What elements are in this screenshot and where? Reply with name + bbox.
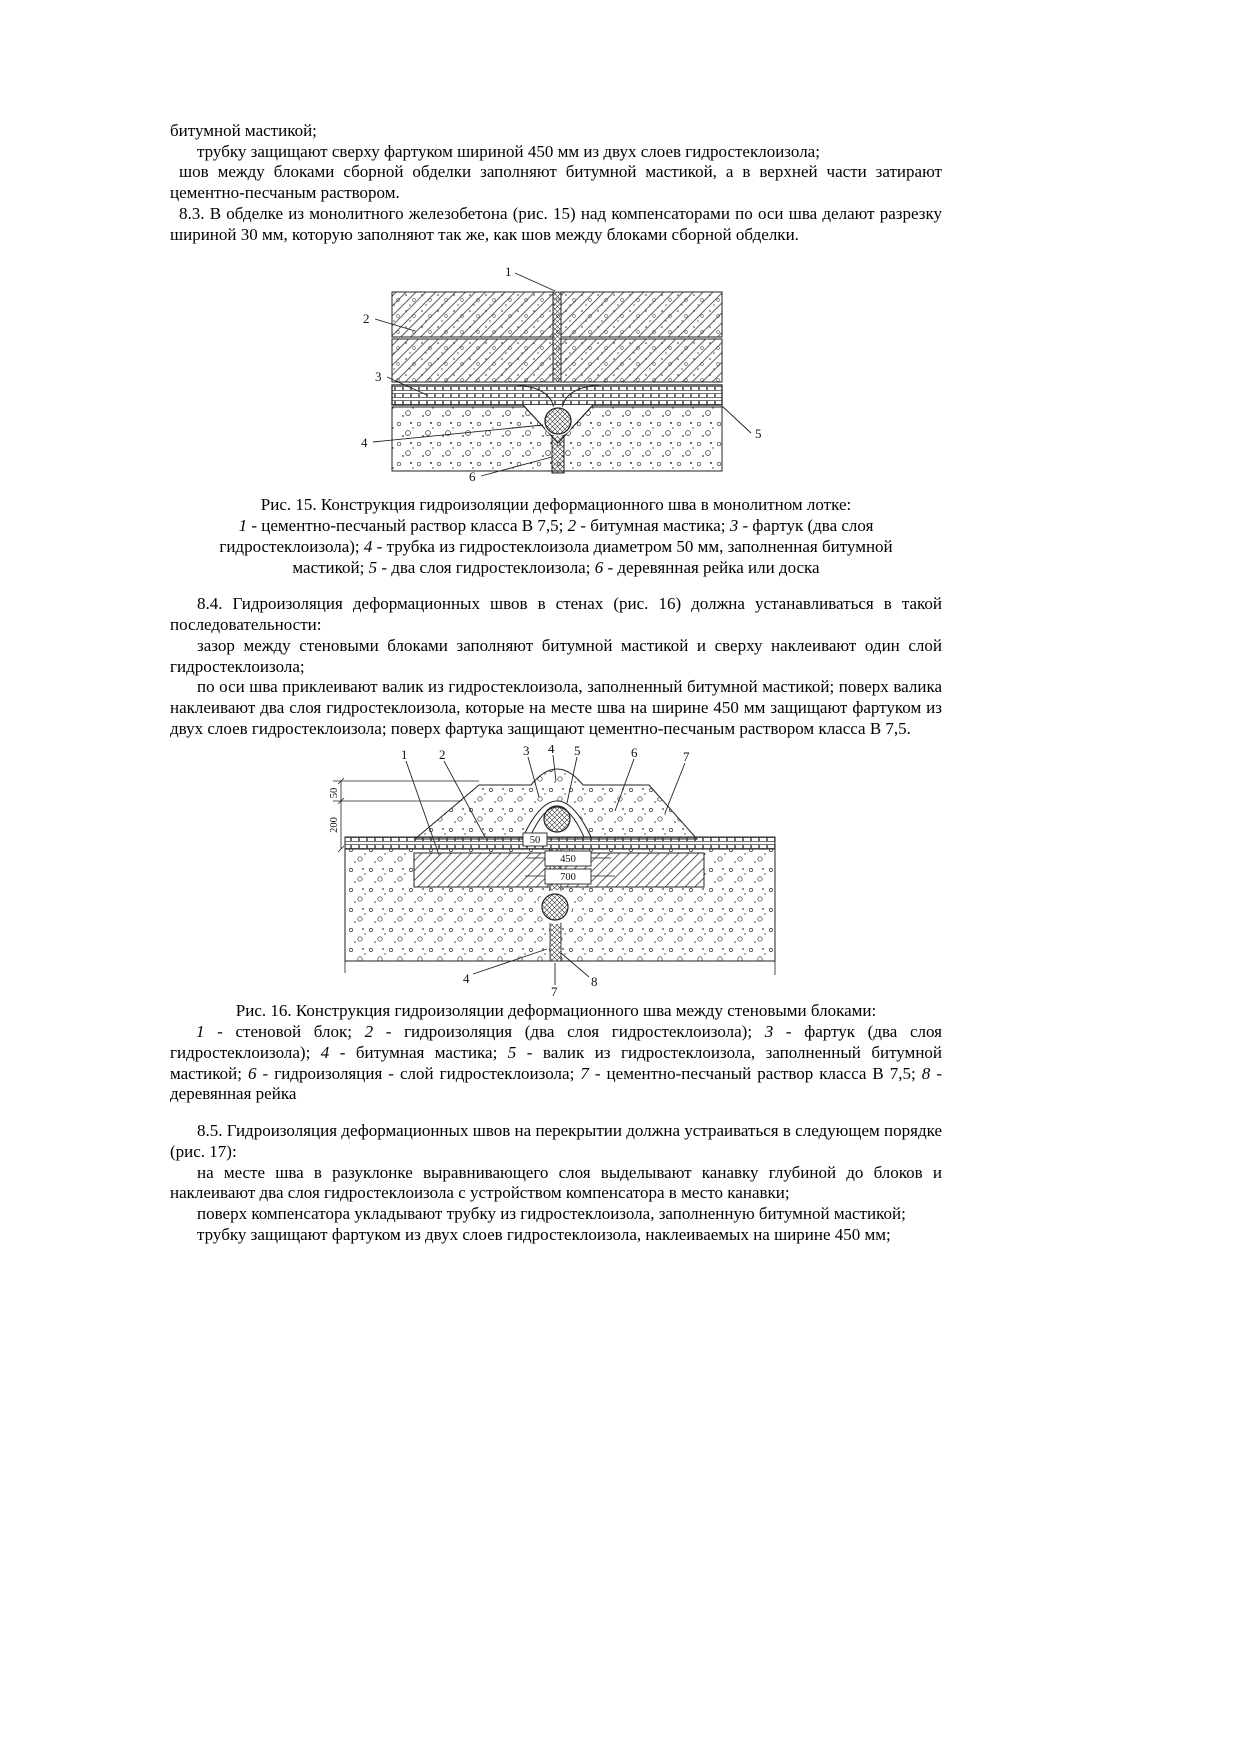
paragraph-tube-protect: трубку защищают фартуком из двух слоев гидростеклоизола, наклеиваемых на ширине 450 мм; [197, 1224, 891, 1244]
paragraph-8-5: 8.5. Гидроизоляция деформационных швов на перекрытии должна устраиваться в следующем порядке (рис. 17): [170, 1121, 942, 1161]
paragraph-continuation: битумной мастикой; [170, 121, 317, 140]
figure-15-drawing [355, 259, 785, 491]
figure-16-caption [170, 1001, 942, 1105]
fig16-roller-top [544, 806, 570, 832]
fig16-label-4-bottom: 4 [463, 971, 470, 987]
fig16-label-6: 6 [631, 745, 638, 761]
figure-16-caption-body: 1 - стеновой блок; 2 - гидроизоляция (два слоя гидростеклоизола); 3 - фартук (два слоя гидростеклоизола); 4 - битумная мастика; 5 - валик из гидростеклоизола, заполненный битумной мастикой; 6 - гидроизоляция - слой гидростеклоизола; 7 - цементно-песчаный раствор класса В 7,5; 8 - деревянная рейка [170, 1022, 943, 1104]
figure-16 [182, 745, 942, 997]
paragraph-seam-fill: шов между блоками сборной обделки заполняют битумной мастикой, а в верхней части затирают цементно-песчаным раствором. [170, 162, 942, 203]
fig15-label-3: 3 [375, 369, 382, 385]
fig16-dim-450-box: 450 [560, 854, 576, 866]
fig16-label-3: 3 [523, 745, 530, 759]
fig15-bitumen-tube [543, 406, 573, 436]
fig16-roller-bottom [538, 890, 572, 924]
fig15-label-6: 6 [469, 469, 476, 485]
figure-15 [198, 259, 942, 491]
fig16-dim-50-box: 50 [529, 835, 541, 847]
paragraph-roller: по оси шва приклеивают валик из гидростеклоизола, заполненный битумной мастикой; поверх валика наклеивают два слоя гидростеклоизола, которые на месте шва на ширине 450 мм защищают фартуком из двух слоев гидростеклоизола; поверх фартука защищают цементно-песчаным раствором класса В 7,5. [170, 677, 942, 738]
fig16-dim-200-left: 200 [329, 817, 340, 834]
fig15-joint-seam [553, 292, 561, 382]
fig16-label-7-bottom: 7 [551, 984, 558, 998]
fig15-membrane-band [392, 385, 722, 405]
fig15-label-1: 1 [505, 264, 512, 280]
fig15-wooden-plank [552, 435, 564, 473]
fig16-label-2: 2 [439, 747, 446, 763]
figure-16-caption-title: Рис. 16. Конструкция гидроизоляции деформационного шва между стеновыми блоками: [235, 1001, 877, 1021]
fig16-label-7: 7 [683, 749, 690, 765]
fig15-label-4: 4 [361, 435, 368, 451]
fig16-label-8: 8 [591, 974, 598, 990]
paragraph-tube-apron: трубку защищают сверху фартуком шириной 450 мм из двух слоев гидростеклоизола; [197, 141, 820, 161]
paragraph-8-4: 8.4. Гидроизоляция деформационных швов в стенах (рис. 16) должна устанавливаться в такой последовательности: [170, 594, 942, 635]
figure-15-caption-body: 1 - цементно-песчаный раствор класса В 7,5; 2 - битумная мастика; 3 - фартук (два слоя гидростеклоизола); 4 - трубка из гидростеклоизола диаметром 50 мм, заполненная битумной мастикой; 5 - два слоя гидростеклоизола; 6 - деревянная рейка или доска [219, 516, 893, 577]
fig16-label-1: 1 [401, 747, 408, 763]
paragraph-gap-fill: зазор между стеновыми блоками заполняют битумной мастикой и сверху наклеивают один слой гидростеклоизола; [170, 635, 942, 676]
fig16-membrane-layers [345, 837, 775, 849]
fig16-dim-50-left: 50 [329, 788, 340, 799]
fig15-label-2: 2 [363, 311, 370, 327]
fig16-dim-700-box: 700 [560, 872, 576, 884]
paragraph-groove: на месте шва в разуклонке выравнивающего слоя выделывают канавку глубиной до блоков и наклеивают два слоя гидростеклоизола с устройством компенсатора в место канавки; [170, 1162, 942, 1203]
paragraph-8-3: 8.3. В обделке из монолитного железобетона (рис. 15) над компенсаторами по оси шва делают разрезку шириной 30 мм, которую заполняют так же, как шов между блоками сборной обделки. [170, 203, 942, 244]
fig16-label-4: 4 [548, 745, 555, 757]
figure-15-caption-title: Рис. 15. Конструкция гидроизоляции деформационного шва в монолитном лотке: [260, 495, 852, 515]
figure-15-caption [170, 495, 942, 578]
fig16-label-5: 5 [574, 745, 581, 759]
fig15-label-5: 5 [755, 426, 762, 442]
paragraph-tube-lay: поверх компенсатора укладывают трубку из гидростеклоизола, заполненную битумной мастикой; [197, 1204, 906, 1224]
figure-16-drawing [327, 745, 797, 997]
document-content [170, 121, 942, 1246]
